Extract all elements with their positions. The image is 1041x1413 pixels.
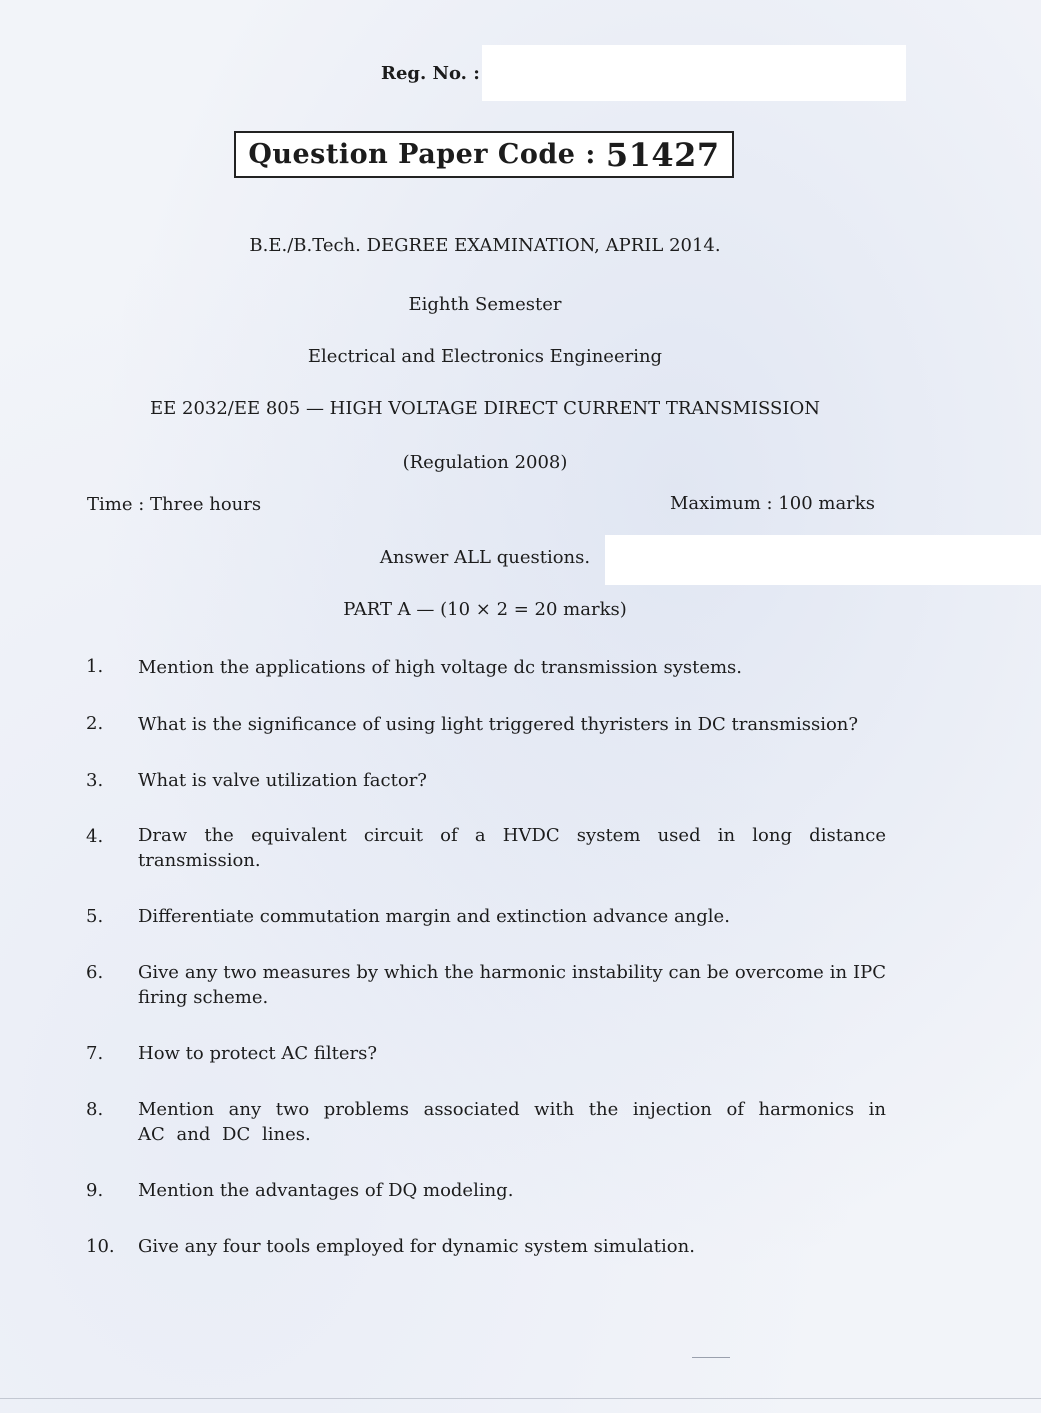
subject-title: EE 2032/EE 805 — HIGH VOLTAGE DIRECT CURRENT TRANSMISSION [149, 398, 820, 419]
question-text: What is valve utilization factor? [138, 770, 427, 791]
scan-edge-line [0, 1398, 1041, 1399]
code-label: Question Paper Code : [248, 139, 596, 170]
instruction: Answer ALL questions. [379, 547, 591, 568]
question-text: Mention the applications of high voltage dc transmission systems. [138, 657, 743, 678]
question-text: What is the significance of using light triggered thyristers in DC transmission? [138, 714, 859, 735]
max-marks: Maximum : 100 marks [670, 493, 875, 514]
question-number: 3. [86, 770, 104, 791]
question-text: Give any two measures by which the harmonic instability can be overcome in IPC firing scheme. [138, 962, 886, 1008]
question-paper-code-box [234, 131, 734, 178]
question-text: Mention any two problems associated with the injection of harmonics in AC and DC lines. [138, 1099, 886, 1145]
question-text: Mention the advantages of DQ modeling. [138, 1180, 514, 1201]
regulation: (Regulation 2008) [402, 452, 568, 473]
question-text: Differentiate commutation margin and extinction advance angle. [138, 906, 730, 927]
question-text: How to protect AC filters? [138, 1043, 377, 1064]
question-number: 2. [86, 713, 104, 734]
part-heading: PART A — (10 × 2 = 20 marks) [343, 599, 627, 620]
question-text: Give any four tools employed for dynamic system simulation. [138, 1236, 695, 1257]
question-number: 10. [86, 1236, 115, 1257]
question-number: 7. [86, 1043, 104, 1064]
redaction-box [605, 535, 1041, 585]
department: Electrical and Electronics Engineering [307, 346, 663, 367]
question-number: 8. [86, 1099, 104, 1120]
reg-no-redaction-box [482, 45, 906, 101]
question-number: 5. [86, 906, 104, 927]
code-value: 51427 [605, 135, 720, 174]
exam-duration: Time : Three hours [87, 494, 262, 515]
question-number: 9. [86, 1180, 104, 1201]
question-number: 6. [86, 962, 104, 983]
reg-no-label: Reg. No. : [381, 63, 480, 84]
question-number: 4. [86, 826, 104, 847]
question-number: 1. [86, 656, 104, 677]
exam-title: B.E./B.Tech. DEGREE EXAMINATION, APRIL 2014. [249, 235, 721, 256]
semester: Eighth Semester [408, 294, 562, 315]
scan-mark [692, 1357, 730, 1358]
question-text: Draw the equivalent circuit of a HVDC system used in long distance transmission. [138, 825, 886, 871]
